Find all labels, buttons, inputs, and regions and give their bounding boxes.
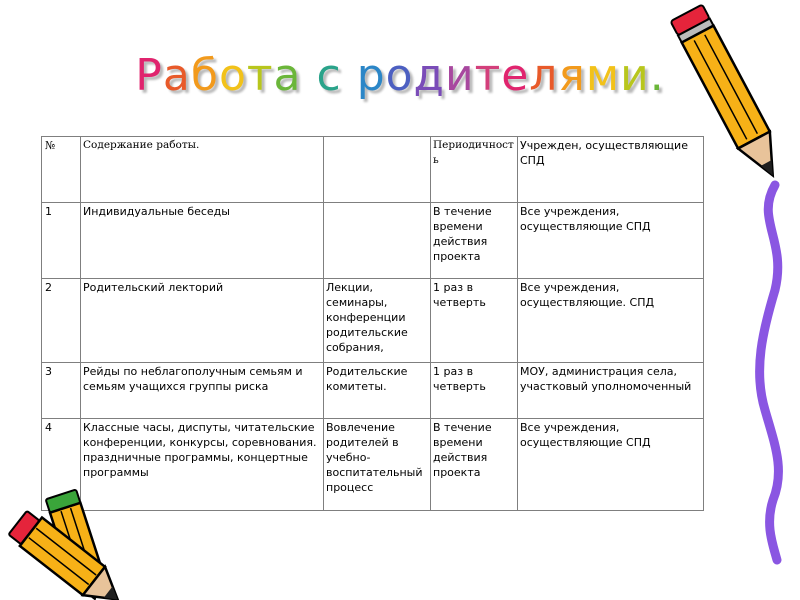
pencil-icon <box>660 0 790 195</box>
title-letter: и <box>444 50 475 101</box>
title-letter: т <box>474 50 502 101</box>
title-letter: а <box>162 50 191 101</box>
row-number: 1 <box>42 203 81 279</box>
header-period: Периодичность <box>431 137 518 203</box>
header-institutions: Учрежден, осуществляющие СПД <box>518 137 704 203</box>
header-content: Содержание работы. <box>81 137 324 203</box>
row-forms: Вовлечение родителей в учебно-воспитательный процесс <box>324 419 431 511</box>
row-forms: Родительские комитеты. <box>324 363 431 419</box>
title-letter: е <box>501 50 530 101</box>
row-institutions: Все учреждения, осуществляющие СПД <box>518 203 704 279</box>
row-institutions: Все учреждения, осуществляющие СПД <box>518 419 704 511</box>
row-forms <box>324 203 431 279</box>
pencil-body <box>682 26 770 149</box>
pencils-icon <box>0 478 165 600</box>
title-letter: д <box>413 50 445 101</box>
row-content: Индивидуальные беседы <box>81 203 324 279</box>
header-forms <box>324 137 431 203</box>
title-letter: р <box>356 50 386 101</box>
work-plan-table <box>41 136 704 511</box>
row-institutions: МОУ, администрация села, участковый уполномоченный <box>518 363 704 419</box>
table-row <box>42 279 704 363</box>
row-period: В течение времени действия проекта <box>431 419 518 511</box>
title-letter: а <box>273 50 302 101</box>
row-period: 1 раз в четверть <box>431 279 518 363</box>
title-letter: я <box>558 50 586 101</box>
row-number: 3 <box>42 363 81 419</box>
title-letter <box>342 50 357 101</box>
title-letter: б <box>190 50 219 101</box>
row-content: Рейды по неблагополучным семьям и семьям учащихся группы риска <box>81 363 324 419</box>
title-letter: м <box>585 50 621 101</box>
title-letter: . <box>649 50 665 101</box>
header-number: № <box>42 137 81 203</box>
row-period: В течение времени действия проекта <box>431 203 518 279</box>
row-period: 1 раз в четверть <box>431 363 518 419</box>
table-row <box>42 363 704 419</box>
title-letter: Р <box>135 50 163 101</box>
table-row <box>42 203 704 279</box>
title-letter: л <box>529 50 559 101</box>
squiggle-icon <box>745 180 795 565</box>
row-number: 4 <box>42 419 81 511</box>
title-letter: о <box>218 50 247 101</box>
table-header-row <box>42 137 704 203</box>
title-letter: т <box>246 50 274 101</box>
row-content: Родительский лекторий <box>81 279 324 363</box>
title-letter <box>301 50 316 101</box>
title-letter: о <box>385 50 414 101</box>
row-institutions: Все учреждения, осуществляющие. СПД <box>518 279 704 363</box>
row-number: 2 <box>42 279 81 363</box>
row-content: Классные часы, диспуты, читательские конференции, конкурсы, соревнования. праздничные программы, концертные программы <box>81 419 324 511</box>
title-letter: с <box>316 50 342 101</box>
row-forms: Лекции, семинары, конференции родительские собрания, <box>324 279 431 363</box>
title-letter: и <box>620 50 650 101</box>
